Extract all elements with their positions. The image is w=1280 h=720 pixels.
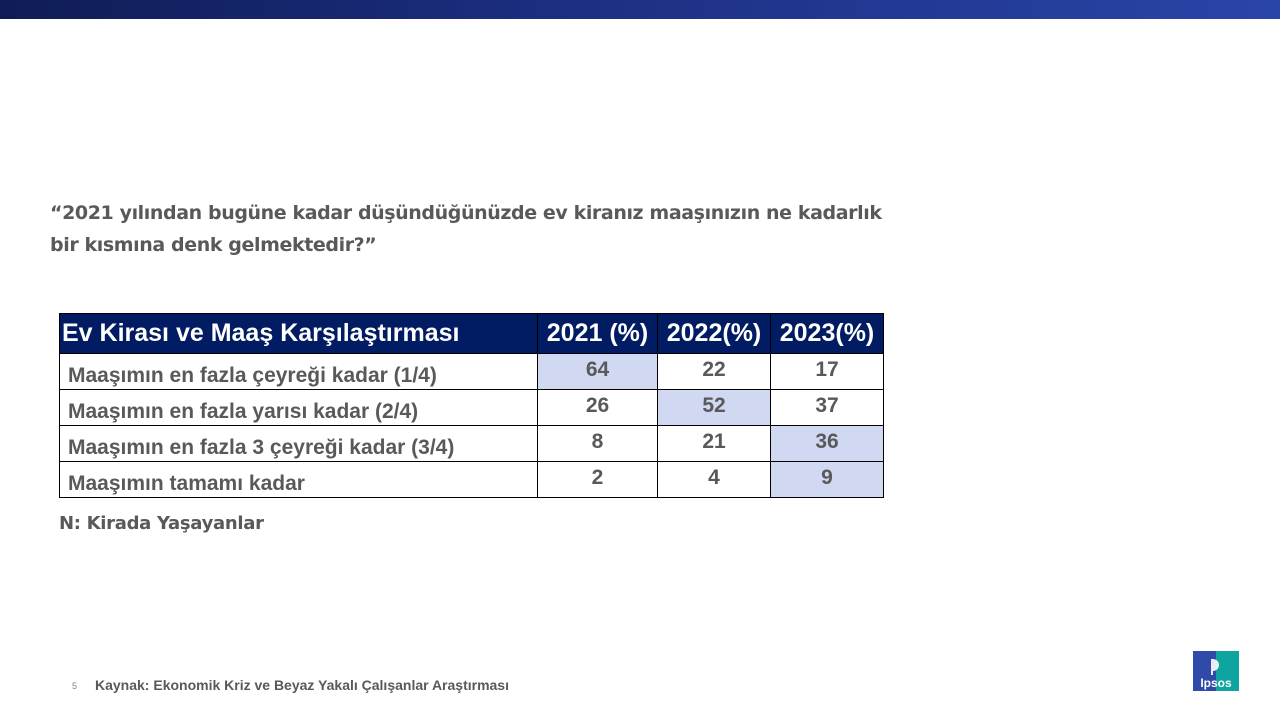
- ipsos-logo-icon: [1193, 651, 1239, 691]
- ipsos-logo-text: Ipsos: [1200, 676, 1232, 690]
- table-row: [60, 426, 884, 462]
- table-row: [60, 390, 884, 426]
- survey-question: “2021 yılından bugüne kadar düşündüğünüzde ev kiranız maaşınızın ne kadarlık bir kısmına denk gelmektedir?”: [50, 202, 882, 256]
- header-2022: 2022(%): [658, 314, 771, 354]
- cell-2022: 22: [658, 354, 771, 390]
- sample-note: N: Kirada Yaşayanlar: [59, 513, 264, 534]
- cell-2023: 9: [771, 462, 884, 498]
- cell-2022: 4: [658, 462, 771, 498]
- source-citation: Kaynak: Ekonomik Kriz ve Beyaz Yakalı Çalışanlar Araştırması: [95, 677, 509, 693]
- table-header-row: [60, 314, 884, 354]
- cell-2022: 52: [658, 390, 771, 426]
- row-label: Maaşımın en fazla 3 çeyreği kadar (3/4): [60, 426, 538, 462]
- top-banner-bar: [0, 0, 1280, 19]
- cell-2021: 8: [538, 426, 658, 462]
- row-label: Maaşımın en fazla çeyreği kadar (1/4): [60, 354, 538, 390]
- cell-2022: 21: [658, 426, 771, 462]
- rent-salary-table: [59, 313, 884, 498]
- cell-2023: 37: [771, 390, 884, 426]
- table-row: [60, 354, 884, 390]
- ipsos-logo: [1193, 651, 1239, 691]
- header-2021: 2021 (%): [538, 314, 658, 354]
- cell-2023: 36: [771, 426, 884, 462]
- cell-2021: 2: [538, 462, 658, 498]
- row-label: Maaşımın en fazla yarısı kadar (2/4): [60, 390, 538, 426]
- page-number: 5: [72, 681, 78, 691]
- header-category: Ev Kirası ve Maaş Karşılaştırması: [60, 314, 538, 354]
- cell-2023: 17: [771, 354, 884, 390]
- row-label: Maaşımın tamamı kadar: [60, 462, 538, 498]
- header-2023: 2023(%): [771, 314, 884, 354]
- cell-2021: 26: [538, 390, 658, 426]
- table-row: [60, 462, 884, 498]
- cell-2021: 64: [538, 354, 658, 390]
